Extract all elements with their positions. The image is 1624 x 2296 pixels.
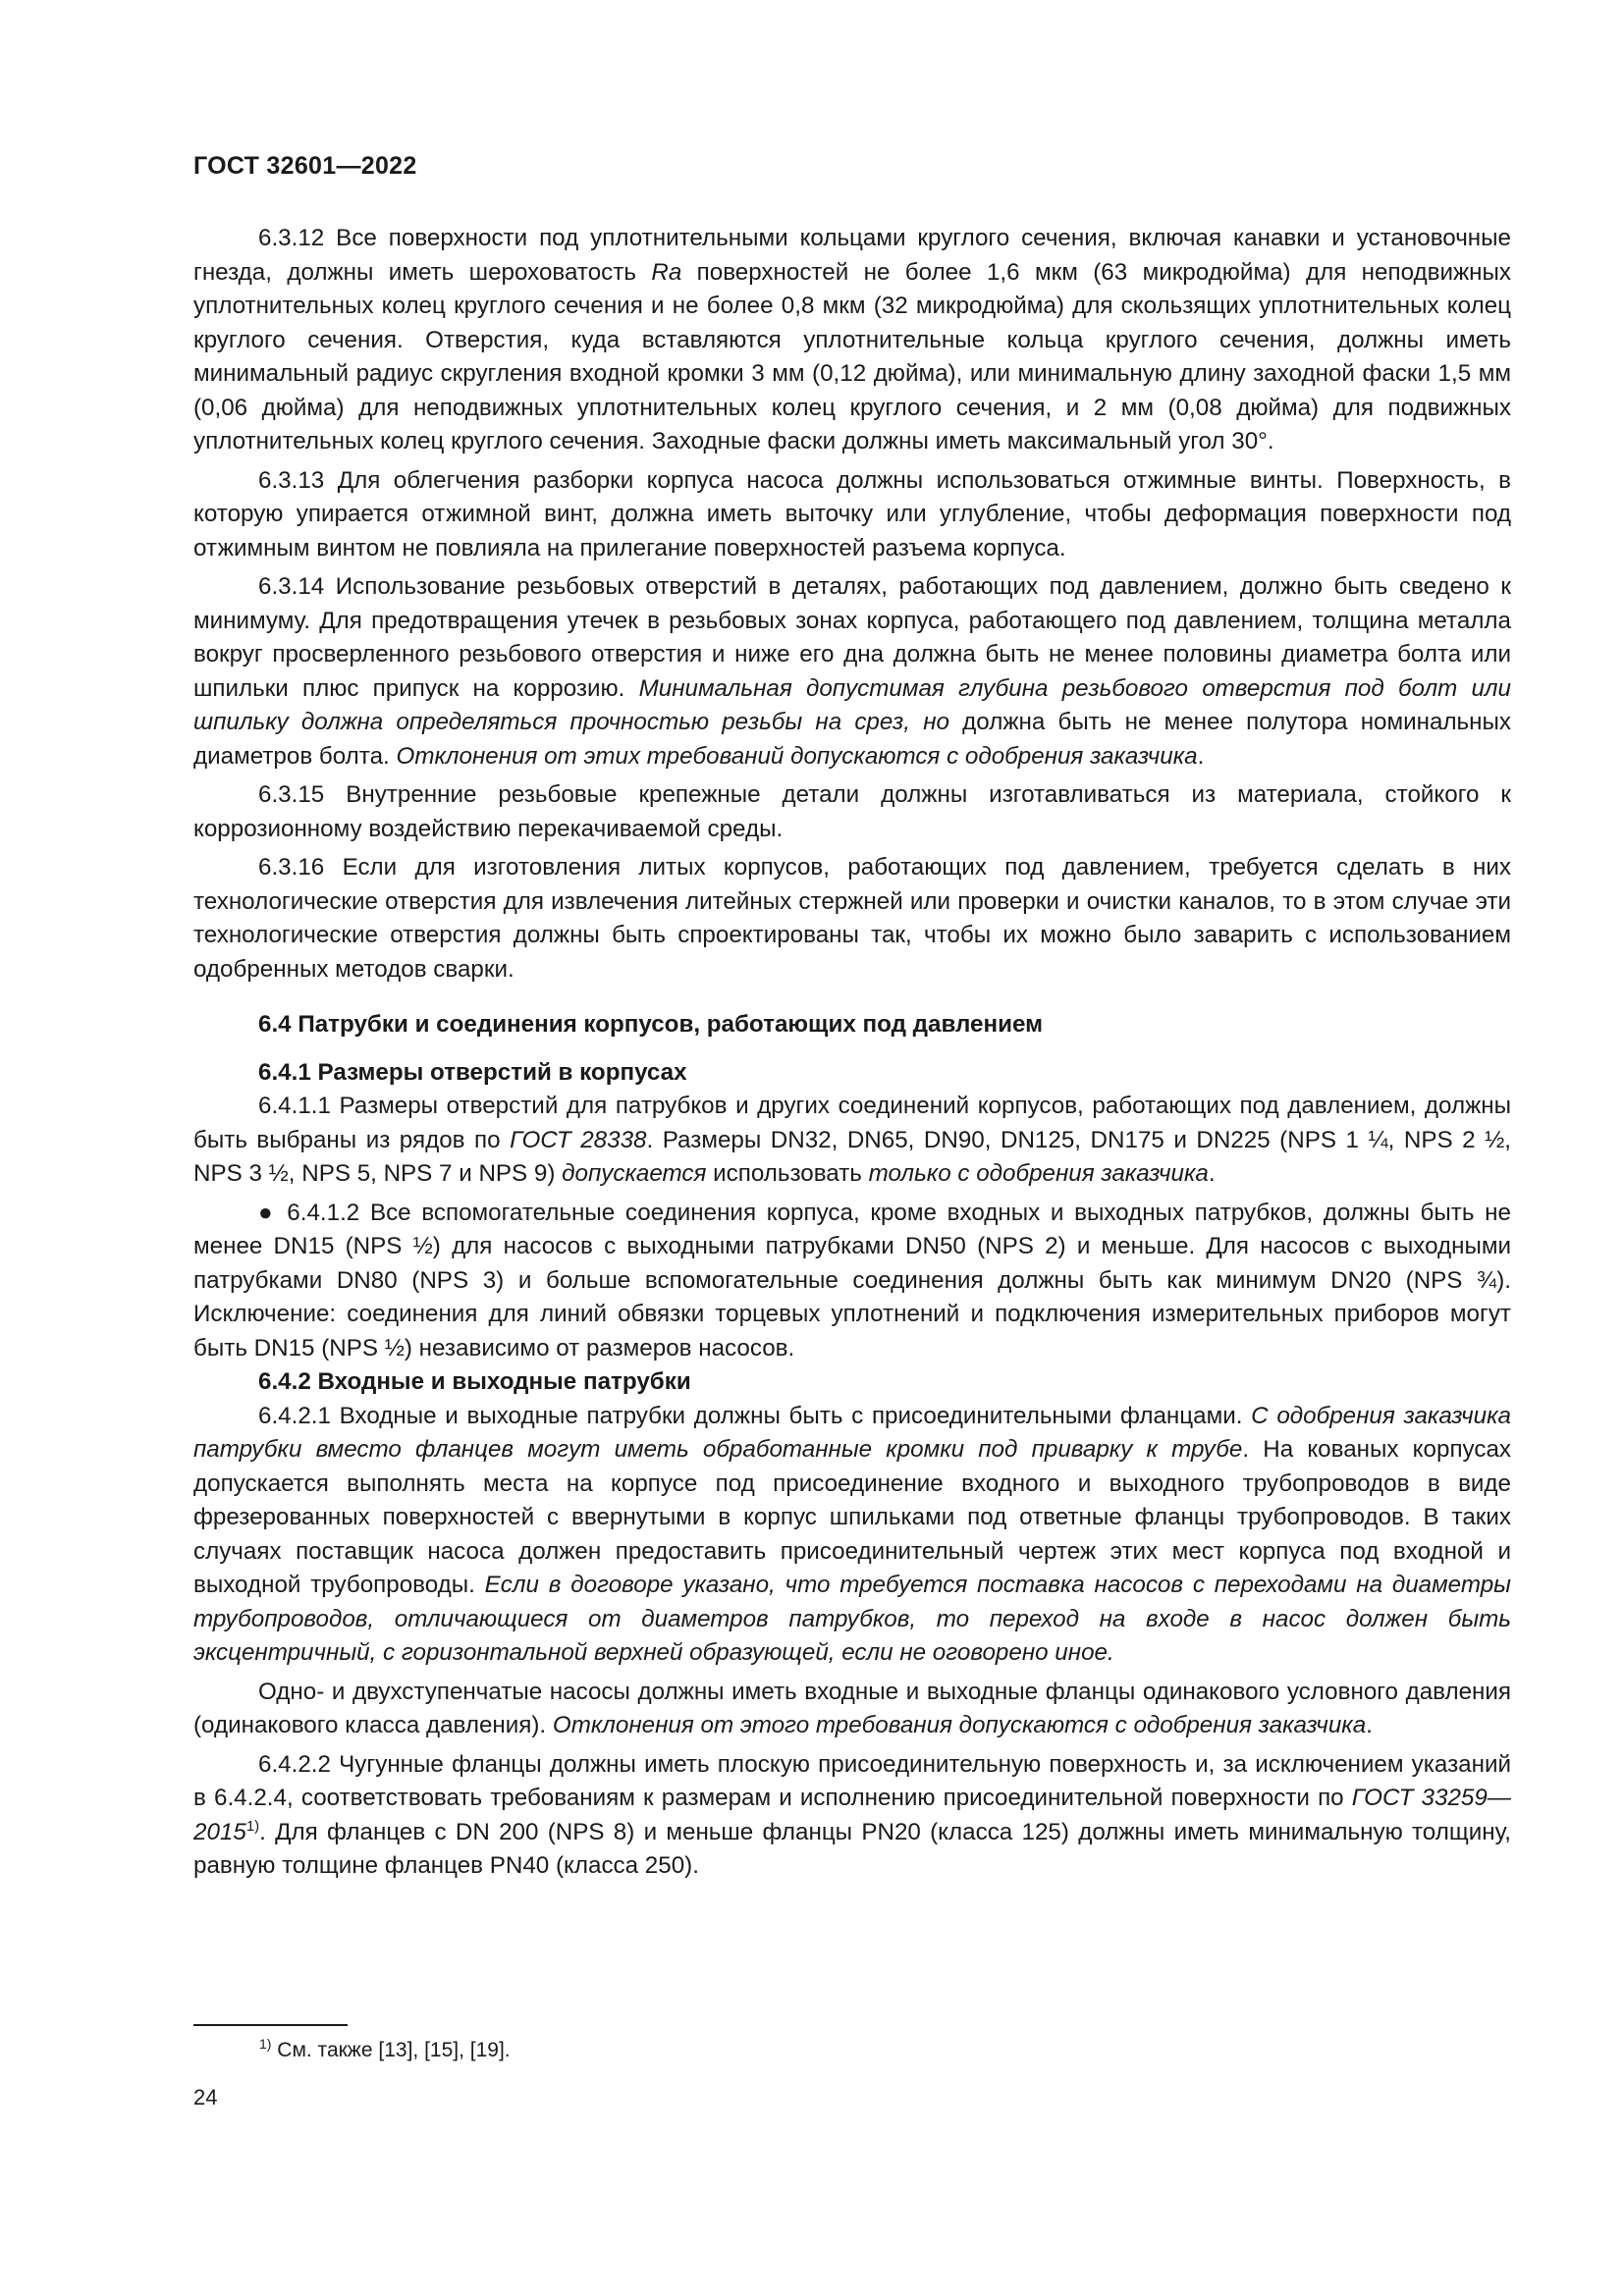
paragraph-6-3-16: 6.3.16 Если для изготовления литых корпусов, работающих под давлением, требуется сделать в них технологические отверстия для извлечения литейных стержней или проверки и очистки каналов, то в этом случае эти технологические отверстия должны быть спроектированы так, чтобы их можно было заварить с использованием одобренных методов сварки. — [193, 854, 1511, 983]
paragraph-6-4-2-2: 6.4.2.2 Чугунные фланцы должны иметь плоскую присоединительную поверхность и, за исключением указаний в 6.4.2.4, соответствовать требованиям к размерам и исполнению присоединительной поверхности по ГОСТ 33259—2015$^{1)}$. Для фланцев с DN 200 (NPS 8) и меньше фланцы PN20 (класса 125) должны иметь минимальную толщину, равную толщине фланцев PN40 (класса 250). — [193, 1750, 1511, 1879]
paragraph-6-3-15: 6.3.15 Внутренние резьбовые крепежные детали должны изготавливаться из материала, стойкого к коррозионному воздействию перекачиваемой среды. — [193, 781, 1511, 842]
page-number: 24 — [193, 2085, 218, 2109]
footnote — [259, 2036, 511, 2062]
footnote-text: См. также [13], [15], [19]. — [271, 2039, 511, 2061]
footnote-ref: 1) — [245, 1817, 260, 1835]
paragraph-6-4-2-1-cont: Одно- и двухступенчатые насосы должны иметь входные и выходные фланцы одинакового условного давления (одинакового класса давления). Отклонения от этого требования допускаются с одобрения заказчика. — [193, 1678, 1511, 1738]
footnote-mark: 1) — [259, 2036, 272, 2052]
section-heading-6-4-2: 6.4.2 Входные и выходные патрубки — [258, 1368, 691, 1395]
footnote-divider — [193, 2024, 348, 2026]
paragraph-6-3-12: 6.3.12 Все поверхности под уплотнительными кольцами круглого сечения, включая канавки и установочные гнезда, должны иметь шероховатость Ra поверхностей не более 1,6 мкм (63 микродюйма) для неподвижных уплотнительных колец круглого сечения и не более 0,8 мкм (32 микродюйма) для скользящих уплотнительных колец круглого сечения. Отверстия, куда вставляются уплотнительные кольца круглого сечения, должны иметь минимальный радиус скругления входной кромки 3 мм (0,12 дюйма), или минимальную длину заходной фаски 1,5 мм (0,06 дюйма) для неподвижных уплотнительных колец круглого сечения, и 2 мм (0,08 дюйма) для подвижных уплотнительных колец круглого сечения. Заходные фаски должны иметь максимальный угол 30°. — [193, 225, 1512, 454]
document-header: ГОСТ 32601—2022 — [193, 152, 417, 180]
paragraph-6-3-14: 6.3.14 Использование резьбовых отверстий в деталях, работающих под давлением, должно быть сведено к минимуму. Для предотвращения утечек в резьбовых зонах корпуса, работающего под давлением, толщина металла вокруг просверленного резьбового отверстия и ниже его дна должна быть не менее половины диаметра болта или шпильки плюс припуск на коррозию. Минимальная допустимая глубина резьбового отверстия под болт или шпильку должна определяться прочностью резьбы на срез, но должна быть не менее полутора номинальных диаметров болта. Отклонения от этих требований допускаются с одобрения заказчика. — [193, 573, 1512, 770]
section-heading-6-4-1: 6.4.1 Размеры отверстий в корпусах — [258, 1058, 687, 1086]
document-body — [193, 222, 1511, 1884]
paragraph-6-4-1-2: ● 6.4.1.2 Все вспомогательные соединения корпуса, кроме входных и выходных патрубков, должны быть не менее DN15 (NPS ½) для насосов с выходными патрубками DN50 (NPS 2) и меньше. Для насосов с выходными патрубками DN80 (NPS 3) и больше вспомогательные соединения должны быть как минимум DN20 (NPS ¾). Исключение: соединения для линий обвязки торцевых уплотнений и подключения измерительных приборов могут быть DN15 (NPS ½) независимо от размеров насосов. — [193, 1199, 1511, 1362]
paragraph-6-3-13: 6.3.13 Для облегчения разборки корпуса насоса должны использоваться отжимные винты. Поверхность, в которую упирается отжимной винт, должна иметь выточку или углубление, чтобы деформация поверхности под отжимным винтом не повлияла на прилегание поверхностей разъема корпуса. — [193, 466, 1511, 561]
section-heading-6-4: 6.4 Патрубки и соединения корпусов, работающих под давлением — [258, 1011, 1044, 1038]
paragraph-6-4-1-1: 6.4.1.1 Размеры отверстий для патрубков и других соединений корпусов, работающих под давлением, должны быть выбраны из рядов по ГОСТ 28338. Размеры DN32, DN65, DN90, DN125, DN175 и DN225 (NPS 1 ¼, NPS 2 ½, NPS 3 ½, NPS 5, NPS 7 и NPS 9) допускается использовать только с одобрения заказчика. — [193, 1093, 1511, 1187]
paragraph-6-4-2-1: 6.4.2.1 Входные и выходные патрубки должны быть с присоединительными фланцами. С одобрения заказчика патрубки вместо фланцев могут иметь обработанные кромки под приварку к трубе. На кованых корпусах допускается выполнять места на корпусе под присоединение входного и выходного трубопроводов в виде фрезерованных поверхностей с ввернутыми в корпус шпильками под ответные фланцы трубопроводов. В таких случаях поставщик насоса должен предоставить присоединительный чертеж этих мест корпуса под входной и выходной трубопроводы. Если в договоре указано, что требуется поставка насосов с переходами на диаметры трубопроводов, отличающиеся от диаметров патрубков, то переход на входе в насос должен быть эксцентричный, с горизонтальной верхней образующей, если не оговорено иное. — [193, 1402, 1512, 1666]
